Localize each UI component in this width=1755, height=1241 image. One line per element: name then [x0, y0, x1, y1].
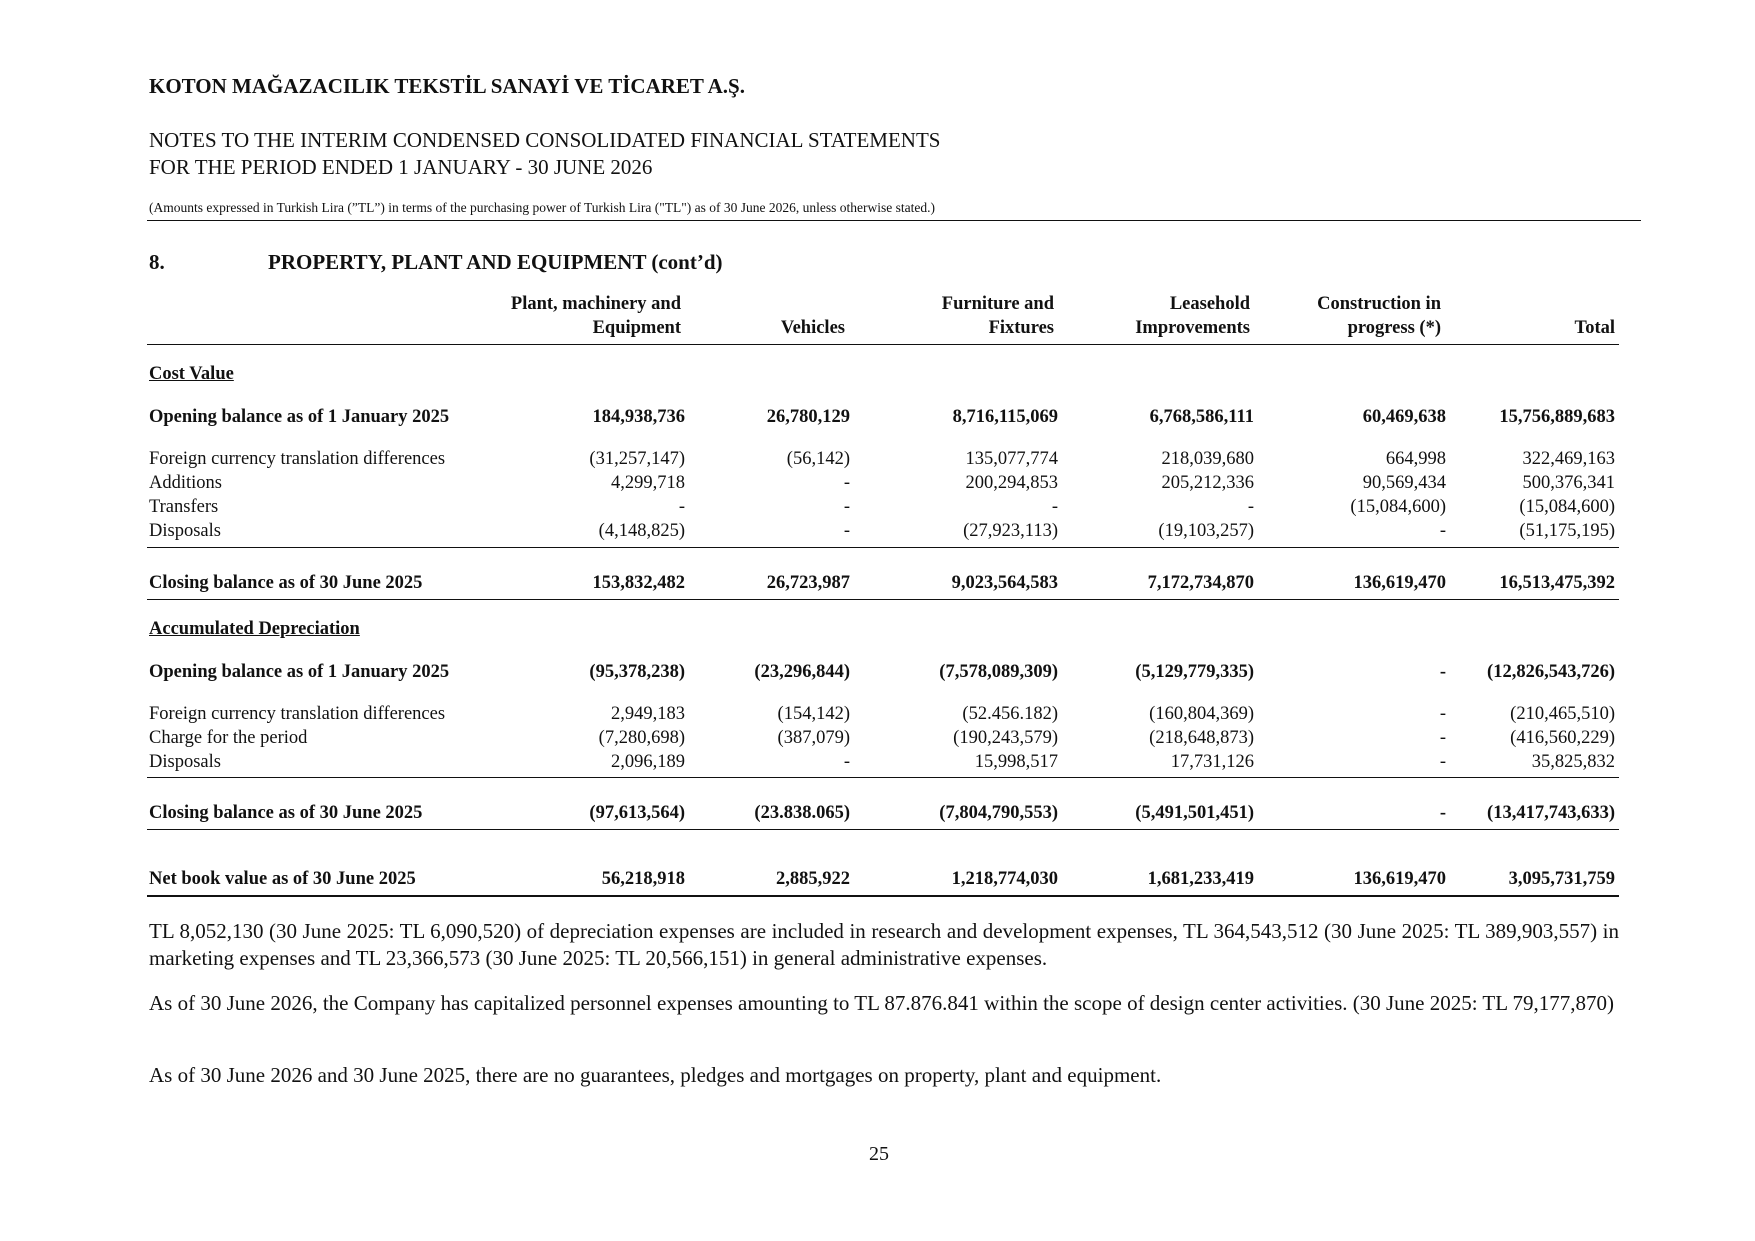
cost-movement-row-value: 500,376,341: [1522, 473, 1615, 493]
cost-opening-row-value: 15,756,889,683: [1499, 407, 1615, 427]
column-header: [1375, 292, 1615, 340]
cost-movement-row-value: -: [678, 497, 685, 517]
cost-movement-row-value: -: [1439, 521, 1446, 541]
dep-closing-row-value: (13,417,743,633): [1487, 803, 1615, 823]
column-header-line1: Plant, machinery and: [510, 294, 681, 314]
dep-movement-row-value: (160,804,369): [1149, 704, 1254, 724]
dep-opening-row-value: (95,378,238): [589, 662, 685, 682]
accumulated-depreciation-heading: Accumulated Depreciation: [149, 619, 360, 639]
dep-movement-row-value: (218,648,873): [1149, 728, 1254, 748]
cost-movement-row-value: -: [843, 473, 850, 493]
column-header-line1: Furniture and: [941, 294, 1054, 314]
dep-movement-row-value: (190,243,579): [953, 728, 1058, 748]
column-header: [605, 292, 845, 340]
dep-opening-row-value: (12,826,543,726): [1487, 662, 1615, 682]
cost-opening-row-label: Opening balance as of 1 January 2025: [149, 407, 450, 427]
net-book-value-row-value: 1,218,774,030: [951, 869, 1058, 889]
net-book-value-row-value: 136,619,470: [1353, 869, 1446, 889]
paragraph-guarantees: As of 30 June 2026 and 30 June 2025, there are no guarantees, pledges and mortgages on property, plant and equipment.: [149, 1063, 1162, 1087]
cost-movement-row-value: 205,212,336: [1161, 473, 1254, 493]
cost-closing-row-label: Closing balance as of 30 June 2025: [149, 573, 423, 593]
cost-movement-row-value: (15,084,600): [1519, 497, 1615, 517]
cost-movement-row-value: 4,299,718: [611, 473, 685, 493]
net-book-value-row-value: 1,681,233,419: [1147, 869, 1254, 889]
dep-subtotal-rule: [147, 777, 1619, 778]
dep-opening-row-value: (7,578,089,309): [939, 662, 1058, 682]
cost-movement-row-value: 200,294,853: [965, 473, 1058, 493]
cost-opening-row-value: 184,938,736: [592, 407, 685, 427]
cost-value-heading: Cost Value: [149, 364, 234, 384]
dep-movement-row-value: (387,079): [777, 728, 850, 748]
dep-movement-row-value: (210,465,510): [1510, 704, 1615, 724]
cost-movement-row-value: -: [843, 497, 850, 517]
dep-movement-row-value: 2,096,189: [611, 752, 685, 772]
dep-closing-row-value: (7,804,790,553): [939, 803, 1058, 823]
net-book-value-row-label: Net book value as of 30 June 2025: [149, 869, 416, 889]
column-header-line2: Total: [1574, 318, 1615, 338]
dep-closing-row-value: (97,613,564): [589, 803, 685, 823]
dep-movement-row-value: (7,280,698): [598, 728, 685, 748]
cost-closing-row-value: 26,723,987: [766, 573, 850, 593]
dep-opening-row-value: (5,129,779,335): [1135, 662, 1254, 682]
cost-movement-row-label: Disposals: [149, 521, 221, 541]
cost-movement-row-value: (15,084,600): [1350, 497, 1446, 517]
cost-movement-row-value: -: [1247, 497, 1254, 517]
cost-movement-row-label: Foreign currency translation differences: [149, 449, 446, 469]
dep-movement-row-value: 17,731,126: [1170, 752, 1254, 772]
dep-closing-row-value: (23.838.065): [754, 803, 850, 823]
net-book-rule: [147, 895, 1619, 897]
cost-movement-row-label: Additions: [149, 473, 222, 493]
net-book-value-row-value: 56,218,918: [601, 869, 685, 889]
cost-opening-row-value: 6,768,586,111: [1149, 407, 1254, 427]
dep-closing-row-value: -: [1439, 803, 1446, 823]
column-header-line1: [605, 292, 845, 316]
cost-movement-row-value: 218,039,680: [1161, 449, 1254, 469]
dep-opening-row-value: -: [1439, 662, 1446, 682]
section-number: 8.: [149, 250, 165, 274]
column-header-line2: Vehicles: [780, 318, 845, 338]
cost-movement-row-value: (19,103,257): [1158, 521, 1254, 541]
cost-opening-row-value: 60,469,638: [1362, 407, 1446, 427]
dep-movement-row-label: Disposals: [149, 752, 221, 772]
header-divider: [147, 220, 1641, 221]
column-header-line2: Equipment: [592, 318, 681, 338]
cost-closing-row-value: 136,619,470: [1353, 573, 1446, 593]
paragraph-depreciation: TL 8,052,130 (30 June 2025: TL 6,090,520) of depreciation expenses are included in research and development expenses, TL 364,543,512 (30 June 2025: TL 389,903,557) in marketing expenses and TL 23,366,573 (30 June 2025: TL 20,566,151) in general administrative expenses.: [149, 919, 1619, 970]
dep-movement-row-value: -: [1439, 752, 1446, 772]
dep-movement-row-value: -: [1439, 704, 1446, 724]
column-header-line2: Fixtures: [988, 318, 1054, 338]
cost-opening-row-value: 8,716,115,069: [952, 407, 1058, 427]
cost-closing-row-value: 9,023,564,583: [951, 573, 1058, 593]
dep-movement-row-label: Foreign currency translation differences: [149, 704, 446, 724]
dep-movement-row-value: -: [1439, 728, 1446, 748]
cost-movement-row-value: -: [843, 521, 850, 541]
net-book-value-row-value: 3,095,731,759: [1508, 869, 1615, 889]
column-header-line2: progress (*): [1347, 318, 1441, 338]
cost-closing-row-value: 16,513,475,392: [1499, 573, 1615, 593]
column-header-line1: [1375, 292, 1615, 316]
cost-movement-row-value: (27,923,113): [963, 521, 1058, 541]
notes-title-line2: FOR THE PERIOD ENDED 1 JANUARY - 30 JUNE 2026: [149, 155, 653, 179]
column-header-line2: Improvements: [1135, 318, 1250, 338]
column-header-line1: Construction in: [1317, 294, 1441, 314]
dep-opening-row-value: (23,296,844): [754, 662, 850, 682]
cost-movement-row-value: (51,175,195): [1519, 521, 1615, 541]
cost-closing-row-value: 153,832,482: [592, 573, 685, 593]
cost-opening-row-value: 26,780,129: [766, 407, 850, 427]
cost-movement-row-label: Transfers: [149, 497, 219, 517]
dep-movement-row-value: (416,560,229): [1510, 728, 1615, 748]
amounts-note: (Amounts expressed in Turkish Lira (”TL”) in terms of the purchasing power of Turkish Lira ("TL") as of 30 June 2026, unless otherwise stated.): [149, 200, 936, 215]
dep-movement-row-label: Charge for the period: [149, 728, 308, 748]
column-header-line1: Leasehold: [1169, 294, 1250, 314]
net-book-value-row-value: 2,885,922: [776, 869, 850, 889]
cost-movement-row-value: 322,469,163: [1522, 449, 1615, 469]
cost-subtotal-rule: [147, 547, 1619, 548]
dep-closing-row-label: Closing balance as of 30 June 2025: [149, 803, 423, 823]
dep-movement-row-value: (52.456.182): [962, 704, 1058, 724]
page-number: 25: [869, 1143, 889, 1165]
dep-movement-row-value: 15,998,517: [974, 752, 1058, 772]
cost-closing-row-value: 7,172,734,870: [1147, 573, 1254, 593]
cost-movement-row-value: 90,569,434: [1362, 473, 1446, 493]
header-rule: [147, 344, 1619, 345]
dep-movement-row-value: (154,142): [777, 704, 850, 724]
cost-movement-row-value: (4,148,825): [598, 521, 685, 541]
cost-movement-row-value: 664,998: [1385, 449, 1446, 469]
dep-movement-row-value: -: [843, 752, 850, 772]
section-title: PROPERTY, PLANT AND EQUIPMENT (cont’d): [268, 250, 723, 274]
notes-title-line1: NOTES TO THE INTERIM CONDENSED CONSOLIDATED FINANCIAL STATEMENTS: [149, 128, 941, 152]
dep-movement-row-value: 2,949,183: [611, 704, 685, 724]
cost-movement-row-value: 135,077,774: [965, 449, 1058, 469]
paragraph-capitalized-expenses: As of 30 June 2026, the Company has capitalized personnel expenses amounting to TL 87.876.841 within the scope of design center activities. (30 June 2025: TL 79,177,870): [149, 991, 1615, 1015]
cost-movement-row-value: (56,142): [786, 449, 850, 469]
cost-movement-row-value: (31,257,147): [589, 449, 685, 469]
dep-closing-rule: [147, 829, 1619, 830]
dep-opening-row-label: Opening balance as of 1 January 2025: [149, 662, 450, 682]
cost-movement-row-value: -: [1051, 497, 1058, 517]
dep-movement-row-value: 35,825,832: [1531, 752, 1615, 772]
company-name: KOTON MAĞAZACILIK TEKSTİL SANAYİ VE TİCARET A.Ş.: [149, 74, 745, 98]
cost-closing-rule: [147, 599, 1619, 600]
dep-closing-row-value: (5,491,501,451): [1135, 803, 1254, 823]
